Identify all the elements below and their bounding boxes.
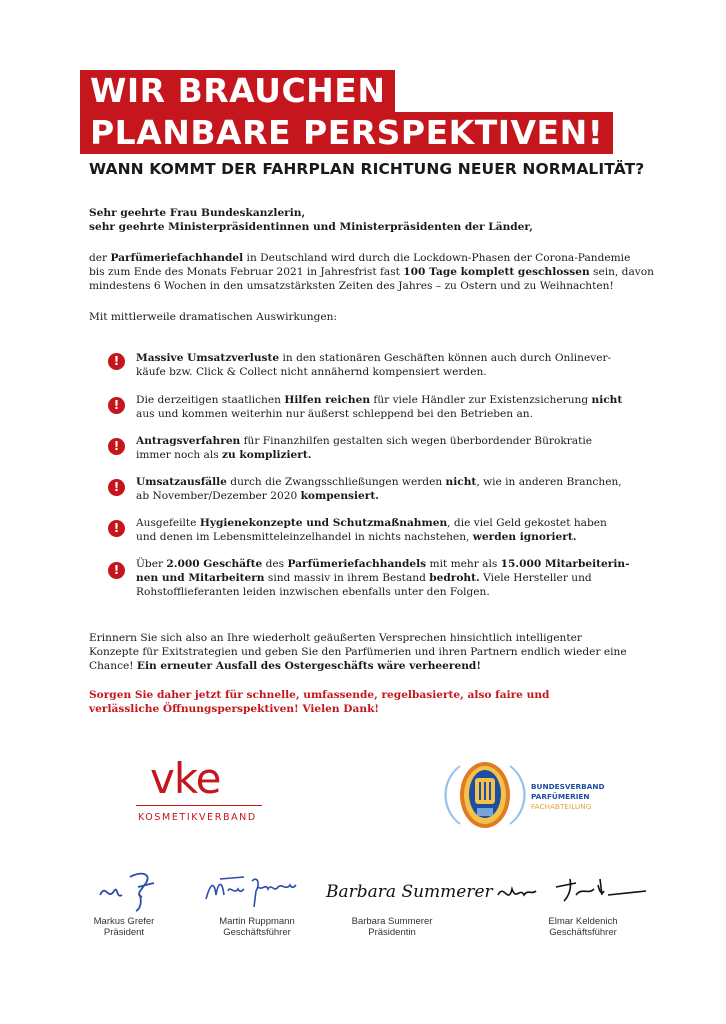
logo-arc-left-outer	[446, 772, 454, 818]
signatory-1: Markus Grefer Präsident	[93, 916, 155, 938]
call-to-action-line-2: verlässliche Öffnungsperspektiven! Vielen Dank!	[89, 703, 380, 715]
greeting-line-2: sehr geehrte Ministerpräsidentinnen und Ministerpräsidenten der Länder,	[89, 221, 533, 233]
signature-barbara-summerer	[322, 865, 493, 915]
call-to-action-line-1: Sorgen Sie daher jetzt für schnelle, umfassende, regelbasierte, also faire und	[89, 689, 550, 701]
headline-line-1: WIR BRAUCHEN	[80, 70, 395, 112]
logo-caption-band	[477, 808, 493, 816]
intro-line-1: der Parfümeriefachhandel in Deutschland wird durch die Lockdown-Phasen der Corona-Pandemie	[89, 252, 631, 264]
closing-line-1: Erinnern Sie sich also an Ihre wiederholt geäußerten Versprechen hinsichtlich intelligenter	[89, 632, 582, 644]
exclamation-icon: !	[108, 520, 125, 537]
vke-logo-divider	[136, 805, 262, 806]
closing-line-3: Chance! Ein erneuter Ausfall des Ostergeschäfts wäre verheerend!	[89, 660, 481, 672]
closing-line-2: Konzepte für Exitstrategien und geben Sie den Parfümerien und ihren Partnern endlich wieder eine	[89, 646, 627, 658]
bullet-5-line-1: Ausgefeilte Hygienekonzepte und Schutzmaßnahmen, die viel Geld gekostet haben	[136, 517, 607, 529]
intro-line-3: mindestens 6 Wochen in den umsatzstärksten Zeiten des Jahres – zu Ostern und zu Weihnachten!	[89, 280, 614, 292]
bullet-2-line-1: Die derzeitigen staatlichen Hilfen reichen für viele Händler zur Existenzsicherung nicht	[136, 394, 623, 406]
subheadline: WANN KOMMT DER FAHRPLAN RICHTUNG NEUER NORMALITÄT?	[89, 160, 645, 178]
vke-logo: vke	[150, 754, 221, 803]
bullet-5-line-2: und denen im Lebensmitteleinzelhandel in nichts nachstehen, werden ignoriert.	[136, 531, 577, 543]
signature-markus-grefer	[96, 865, 166, 915]
signatory-4: Elmar Keldenich Geschäftsführer	[548, 916, 618, 938]
exclamation-icon: !	[108, 353, 125, 370]
bullet-2-line-2: aus und kommen weiterhin nur äußerst schleppend bei den Betrieben an.	[136, 408, 533, 420]
bullet-6-line-3: Rohstofflieferanten leiden inzwischen ebenfalls unter den Folgen.	[136, 586, 490, 598]
signatory-3: Barbara Summerer Präsidentin	[351, 916, 433, 938]
bullet-4-line-2: ab November/Dezember 2020 kompensiert.	[136, 490, 379, 502]
signature-martin-ruppmann	[200, 865, 300, 915]
exclamation-icon: !	[108, 562, 125, 579]
bundesverband-parfuemerien-logo	[440, 750, 530, 840]
bullet-6-line-1: Über 2.000 Geschäfte des Parfümeriefachhandels mit mehr als 15.000 Mitarbeiterin-	[136, 558, 630, 570]
bullet-3-line-2: immer noch als zu kompliziert.	[136, 449, 312, 461]
exclamation-icon: !	[108, 397, 125, 414]
bullet-3-line-1: Antragsverfahren für Finanzhilfen gestalten sich wegen überbordender Bürokratie	[136, 435, 593, 447]
greeting-line-1: Sehr geehrte Frau Bundeskanzlerin,	[89, 207, 306, 219]
signature-elmar-keldenich	[490, 865, 650, 915]
svg-text:Barbara Summerer: Barbara Summerer	[326, 882, 493, 902]
intro-line-2: bis zum Ende des Monats Februar 2021 in Jahresfrist fast 100 Tage komplett geschlossen sein, davon	[89, 266, 654, 278]
bvp-name-line-2: PARFÜMERIEN	[531, 792, 590, 801]
exclamation-icon: !	[108, 438, 125, 455]
bullet-1-line-1: Massive Umsatzverluste in den stationären Geschäften können auch durch Onlinever-	[136, 352, 612, 364]
bvp-name-line-1: BUNDESVERBAND	[531, 782, 605, 791]
signatory-2: Martin Ruppmann Geschäftsführer	[219, 916, 295, 938]
vke-logo-name: KOSMETIKVERBAND	[138, 812, 257, 823]
bvp-name-line-3: FACHABTEILUNG	[531, 802, 592, 811]
bullet-4-line-1: Umsatzausfälle durch die Zwangsschließungen werden nicht, wie in anderen Branchen,	[136, 476, 622, 488]
bullet-6-line-2: nen und Mitarbeitern sind massiv in ihrem Bestand bedroht. Viele Hersteller und	[136, 572, 592, 584]
effects-intro: Mit mittlerweile dramatischen Auswirkungen:	[89, 311, 338, 323]
bullet-1-line-2: käufe bzw. Click & Collect nicht annähernd kompensiert werden.	[136, 366, 487, 378]
logo-arc-right-outer	[516, 772, 524, 818]
headline-line-2: PLANBARE PERSPEKTIVEN!	[80, 112, 613, 154]
exclamation-icon: !	[108, 479, 125, 496]
